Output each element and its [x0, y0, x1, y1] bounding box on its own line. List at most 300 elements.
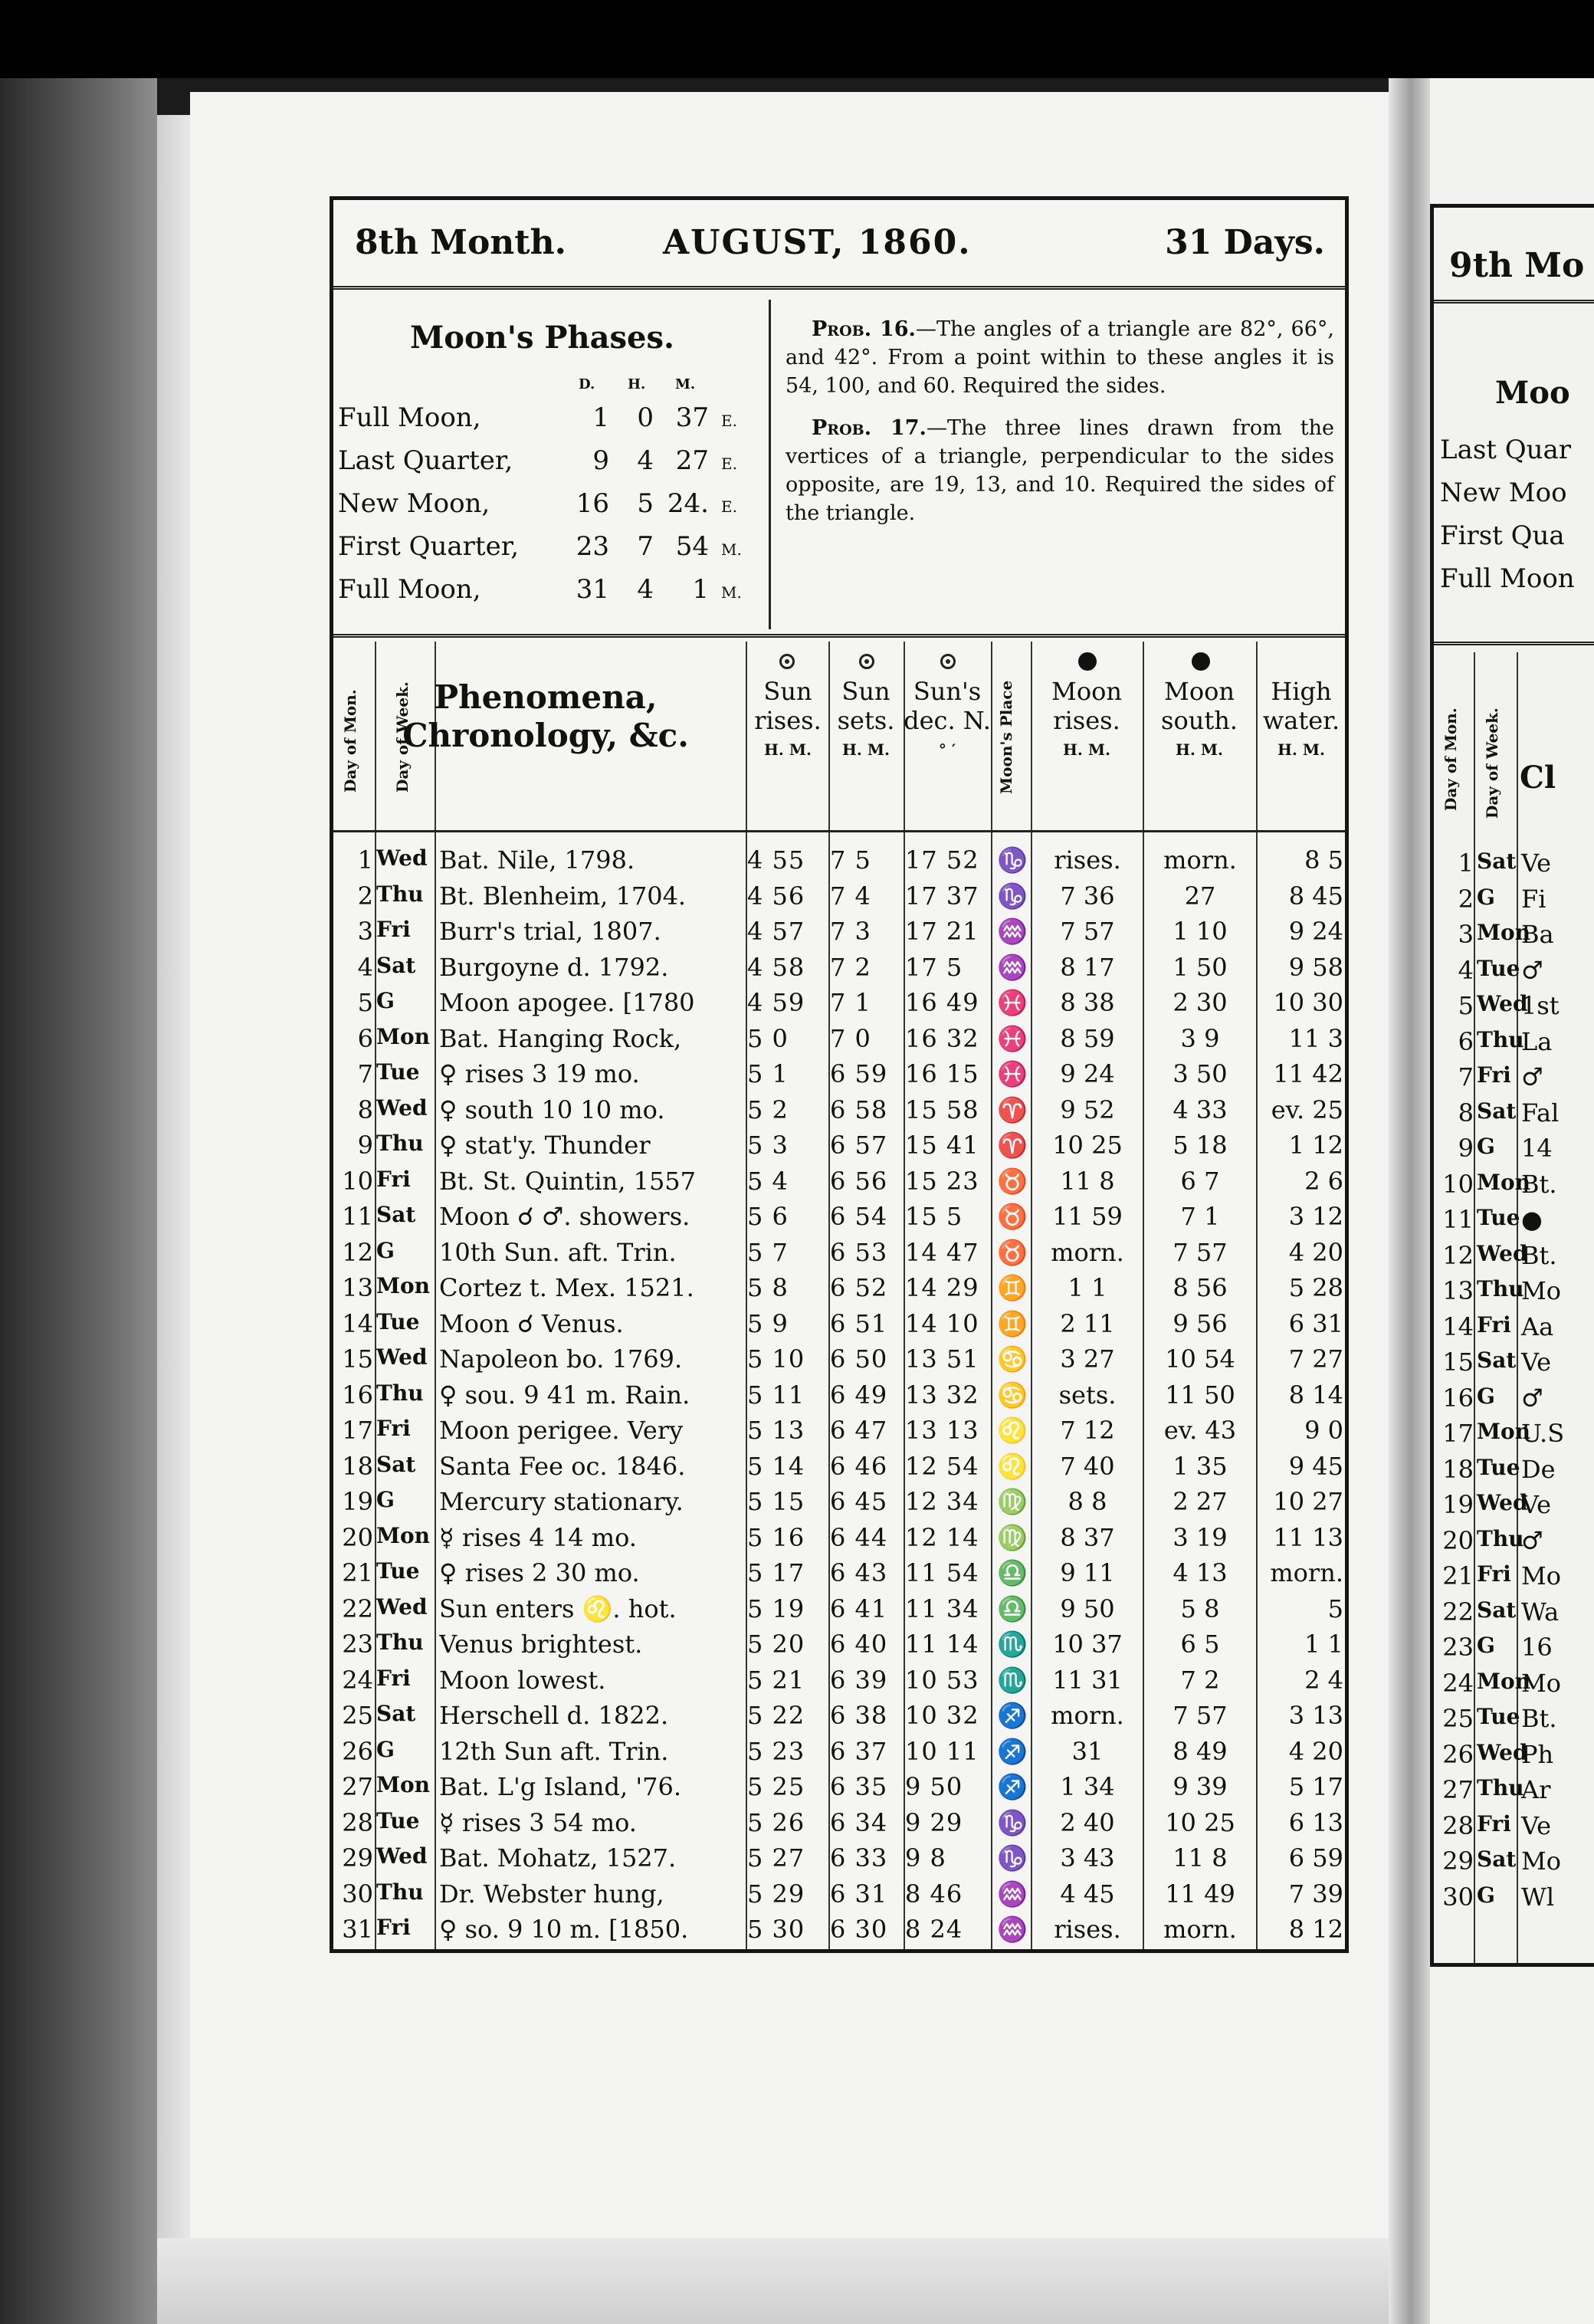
header-rule — [333, 286, 1345, 293]
next-page-cell-w: Fri — [1477, 1311, 1511, 1338]
sun-rises: 5 7 — [747, 1237, 789, 1267]
sun-declination: 15 23 — [905, 1166, 979, 1196]
moon-place-sign: ♉ — [997, 1237, 1028, 1267]
col-head-sun-rises-l1: Sun — [763, 677, 812, 706]
day-of-week: Thu — [376, 1380, 424, 1406]
sun-declination: 13 32 — [905, 1380, 979, 1410]
phenomena-text: ♀ so. 9 10 m. [1850. — [439, 1915, 689, 1944]
sun-declination: 12 34 — [905, 1487, 979, 1516]
moon-rises: 3 27 — [1060, 1344, 1115, 1374]
day-of-week: Wed — [376, 1843, 428, 1869]
next-page-cell-d: 12 — [1442, 1240, 1474, 1270]
next-page-table-rule — [1434, 642, 1594, 645]
sun-rises: 5 19 — [747, 1594, 805, 1623]
table-row — [333, 1520, 1345, 1560]
moon-place-sign: ♏ — [997, 1630, 1028, 1659]
high-water: 8 12 — [1288, 1915, 1343, 1944]
moon-south: 1 10 — [1173, 917, 1228, 946]
sun-declination: 8 46 — [905, 1879, 963, 1909]
moon-rises: morn. — [1051, 1701, 1124, 1730]
moon-place-sign: ♒ — [997, 1879, 1028, 1909]
next-page-cell-t: Mo — [1521, 1276, 1562, 1305]
sun-symbol-icon — [859, 654, 874, 669]
next-page-cell-d: 14 — [1442, 1311, 1474, 1341]
next-page-cell-w: Wed — [1477, 1739, 1528, 1765]
moon-place-sign: ♒ — [997, 917, 1028, 946]
sun-sets: 6 35 — [830, 1772, 888, 1801]
sun-rises: 5 2 — [747, 1095, 789, 1124]
col-head-moon-rises-l2: rises. — [1053, 706, 1120, 735]
next-page-cell-d: 1 — [1458, 849, 1474, 878]
day-of-week: G — [376, 1736, 395, 1762]
next-page-cell-t: Ve — [1521, 849, 1552, 878]
sun-declination: 8 24 — [905, 1915, 963, 1944]
next-page-row — [1434, 1309, 1594, 1349]
next-page-cell-w: Mon — [1477, 1668, 1531, 1694]
month-number-label: 8th Month. — [355, 223, 566, 262]
high-water: 3 12 — [1288, 1202, 1343, 1231]
moon-phase-ampm: E. — [721, 412, 737, 430]
sun-sets: 6 41 — [830, 1594, 888, 1623]
table-row — [333, 1840, 1345, 1880]
next-page-cell-t: ● — [1521, 1205, 1543, 1234]
moon-south: 8 56 — [1173, 1273, 1228, 1302]
moon-phase-d: 9 — [592, 445, 609, 476]
sun-sets: 6 43 — [830, 1558, 888, 1587]
next-page-row — [1434, 917, 1594, 957]
next-page-cell-t: Aa — [1521, 1311, 1554, 1341]
next-page-row — [1434, 1059, 1594, 1099]
next-page-row — [1434, 845, 1594, 885]
next-page-cell-w: Sat — [1477, 1098, 1517, 1124]
next-page-cell-t: Mo — [1521, 1846, 1562, 1876]
moon-rises: 8 37 — [1060, 1522, 1115, 1552]
moon-place-sign: ♐ — [997, 1772, 1028, 1801]
day-of-week: Mon — [376, 1023, 431, 1049]
moon-place-sign: ♐ — [997, 1701, 1028, 1730]
next-page-cell-d: 2 — [1458, 884, 1474, 914]
day-of-month: 28 — [342, 1807, 373, 1837]
phenomena-text: Venus brightest. — [439, 1630, 643, 1659]
sun-declination: 15 58 — [905, 1095, 979, 1124]
next-page-cell-w: Thu — [1477, 1276, 1524, 1302]
moon-phase-row — [338, 488, 767, 525]
problems-block — [786, 315, 1334, 541]
moon-rises: 7 40 — [1060, 1451, 1115, 1481]
phenomena-text: Burgoyne d. 1792. — [439, 952, 669, 982]
moon-rises: morn. — [1051, 1237, 1124, 1267]
next-page-cell-d: 19 — [1442, 1490, 1474, 1519]
moon-phase-ampm: E. — [721, 455, 737, 473]
sun-rises: 4 56 — [747, 881, 805, 911]
next-page-cell-d: 3 — [1458, 920, 1474, 949]
sun-rises: 5 14 — [747, 1451, 805, 1481]
moon-phase-row — [338, 531, 767, 568]
sun-declination: 10 11 — [905, 1736, 979, 1766]
col-head-sun-sets-units: H. M. — [842, 740, 890, 759]
next-page-cell-d: 28 — [1442, 1810, 1474, 1840]
next-page-col-day: Day of Mon. — [1441, 707, 1460, 812]
sun-sets: 7 0 — [830, 1023, 871, 1053]
sun-declination: 16 49 — [905, 988, 979, 1017]
day-of-month: 7 — [357, 1059, 373, 1088]
sun-sets: 6 39 — [830, 1665, 888, 1695]
sun-sets: 7 3 — [830, 917, 871, 946]
moon-phase-m: 54 — [675, 531, 709, 562]
next-page-cell-t: Ve — [1521, 1810, 1552, 1840]
sun-declination: 12 14 — [905, 1522, 979, 1552]
moon-rises: 1 34 — [1060, 1772, 1115, 1801]
sun-declination: 15 41 — [905, 1131, 979, 1160]
high-water: 7 39 — [1288, 1879, 1343, 1909]
next-page-cell-d: 4 — [1458, 955, 1474, 985]
moon-south: 11 50 — [1165, 1380, 1235, 1410]
next-page-cell-w: G — [1477, 1383, 1495, 1409]
moon-south: 11 49 — [1165, 1879, 1235, 1909]
next-page-cell-w: G — [1477, 1633, 1495, 1658]
moon-rises: 8 59 — [1060, 1023, 1115, 1053]
col-head-moon-rises — [1031, 677, 1143, 764]
moon-rises: 11 59 — [1052, 1202, 1123, 1231]
next-page-cell-t: 16 — [1521, 1633, 1553, 1662]
sun-rises: 5 23 — [747, 1736, 805, 1766]
next-page-cell-t: Ba — [1521, 920, 1554, 949]
day-of-month: 20 — [342, 1522, 373, 1552]
high-water: 9 0 — [1304, 1416, 1343, 1445]
moon-rises: rises. — [1054, 1915, 1121, 1944]
moon-symbol-icon — [1078, 652, 1097, 671]
sun-declination: 9 8 — [905, 1843, 946, 1873]
col-head-sun-sets — [828, 677, 904, 764]
next-page-row — [1434, 1843, 1594, 1883]
phenomena-text: Burr's trial, 1807. — [439, 917, 661, 946]
table-row — [333, 1449, 1345, 1489]
august-almanac-frame — [330, 196, 1349, 1953]
phenomena-text: Moon ☌ ♂. showers. — [439, 1202, 690, 1231]
sun-rises: 5 9 — [747, 1308, 789, 1338]
sun-rises: 5 3 — [747, 1131, 789, 1160]
col-head-high-water-units: H. M. — [1277, 740, 1325, 759]
day-of-month: 27 — [342, 1772, 373, 1801]
almanac-table — [333, 642, 1345, 1949]
col-head-sun-dec-units: ° ′ — [938, 740, 956, 759]
day-of-month: 14 — [342, 1308, 373, 1338]
day-of-week: Wed — [376, 1594, 428, 1620]
moon-south: 8 49 — [1173, 1736, 1228, 1766]
day-of-month: 30 — [342, 1879, 373, 1909]
moon-phase-d: 1 — [592, 402, 609, 433]
sun-sets: 6 52 — [830, 1273, 888, 1302]
next-page-phase-label: Full Moon — [1440, 563, 1575, 594]
moon-phase-name: Full Moon, — [338, 402, 481, 433]
table-row — [333, 1164, 1345, 1203]
phenomena-text: Moon ☌ Venus. — [439, 1308, 624, 1338]
next-page-cell-w: Thu — [1477, 1525, 1524, 1551]
next-page-cell-w: Sat — [1477, 1846, 1517, 1872]
phase-col-h: H. — [628, 376, 646, 392]
sun-sets: 6 49 — [830, 1380, 888, 1410]
col-head-moons-place: Moon's Place — [997, 680, 1015, 795]
moon-phase-d: 16 — [576, 488, 609, 519]
high-water: morn. — [1270, 1558, 1343, 1587]
next-page-phase-label: New Moo — [1440, 478, 1567, 508]
moon-phase-row — [338, 445, 767, 482]
next-page-row — [1434, 1024, 1594, 1064]
next-page-cell-t: Bt. — [1521, 1704, 1557, 1733]
sun-sets: 6 34 — [830, 1807, 888, 1837]
day-of-week: Tue — [376, 1308, 420, 1334]
col-head-sun-rises — [747, 677, 828, 764]
table-row — [333, 1698, 1345, 1738]
day-of-month: 25 — [342, 1701, 373, 1730]
high-water: 6 13 — [1288, 1807, 1343, 1837]
moon-rises: 7 12 — [1060, 1416, 1115, 1445]
moon-phases-column-heads — [333, 376, 769, 399]
col-head-high-water-l2: water. — [1262, 706, 1340, 735]
day-of-week: Fri — [376, 1915, 411, 1940]
phenomena-text: ☿ rises 4 14 mo. — [439, 1522, 637, 1552]
sun-sets: 6 53 — [830, 1237, 888, 1267]
day-of-month: 2 — [357, 881, 373, 911]
moon-phase-name: Full Moon, — [338, 574, 481, 605]
sun-sets: 6 45 — [830, 1487, 888, 1516]
day-of-month: 1 — [357, 845, 373, 875]
high-water: 5 17 — [1288, 1772, 1343, 1801]
phenomena-text: Herschell d. 1822. — [439, 1701, 669, 1730]
sun-rises: 5 15 — [747, 1487, 805, 1516]
moon-phase-row — [338, 402, 767, 439]
sun-sets: 6 58 — [830, 1095, 888, 1124]
day-of-month: 22 — [342, 1594, 373, 1623]
phenomena-text: Dr. Webster hung, — [439, 1879, 664, 1909]
moon-rises: 9 11 — [1060, 1558, 1115, 1587]
sun-rises: 5 8 — [747, 1273, 789, 1302]
moon-place-sign: ♓ — [997, 1059, 1028, 1088]
high-water: 10 30 — [1273, 988, 1343, 1017]
moon-place-sign: ♓ — [997, 1023, 1028, 1053]
moon-south: 7 1 — [1180, 1202, 1220, 1231]
table-row — [333, 1413, 1345, 1452]
sun-declination: 17 21 — [905, 917, 979, 946]
sun-sets: 6 59 — [830, 1059, 888, 1088]
table-row — [333, 1805, 1345, 1845]
sun-declination: 10 53 — [905, 1665, 979, 1695]
day-of-week: Sat — [376, 1451, 416, 1477]
high-water: 9 58 — [1288, 952, 1343, 982]
sun-sets: 6 37 — [830, 1736, 888, 1766]
sun-sets: 7 4 — [830, 881, 871, 911]
sun-sets: 6 57 — [830, 1131, 888, 1160]
moon-phases-block — [333, 300, 771, 629]
moon-place-sign: ♎ — [997, 1594, 1028, 1623]
next-page-cell-w: Fri — [1477, 1062, 1511, 1088]
high-water: 11 13 — [1273, 1522, 1343, 1552]
phenomena-text: Sun enters ♌. hot. — [439, 1594, 677, 1623]
sun-rises: 5 10 — [747, 1344, 805, 1374]
sun-symbol-icon — [940, 654, 956, 669]
next-page-cell-w: G — [1477, 1882, 1495, 1908]
table-row — [333, 1734, 1345, 1774]
high-water: 7 27 — [1288, 1344, 1343, 1374]
sun-declination: 17 37 — [905, 881, 979, 911]
high-water: 11 3 — [1288, 1023, 1343, 1053]
next-page-cell-w: Thu — [1477, 1026, 1524, 1052]
next-page-cell-d: 25 — [1442, 1704, 1474, 1733]
day-of-week: Tue — [376, 1558, 420, 1584]
day-of-month: 9 — [357, 1131, 373, 1160]
sun-rises: 4 59 — [747, 988, 805, 1017]
moon-place-sign: ♎ — [997, 1558, 1028, 1587]
next-page-cell-w: Fri — [1477, 1561, 1511, 1587]
day-of-week: Fri — [376, 1416, 411, 1441]
moon-south: 7 57 — [1173, 1237, 1228, 1267]
phenomena-text: Mercury stationary. — [439, 1487, 684, 1516]
col-head-high-water-l1: High — [1271, 677, 1332, 706]
moon-phase-m: 37 — [675, 402, 709, 433]
day-of-month: 19 — [342, 1487, 373, 1516]
moon-symbol-icon — [1192, 652, 1210, 671]
moon-place-sign: ♍ — [997, 1487, 1028, 1516]
next-page-cell-d: 18 — [1442, 1454, 1474, 1484]
day-of-month: 31 — [342, 1915, 373, 1944]
next-page-cell-w: Fri — [1477, 1810, 1511, 1837]
sun-rises: 4 55 — [747, 845, 805, 875]
book-cover-edge — [0, 78, 157, 2324]
next-page-row — [1434, 1095, 1594, 1135]
phase-col-m: M. — [675, 376, 696, 392]
day-of-week: Tue — [376, 1059, 420, 1085]
table-row — [333, 1128, 1345, 1167]
next-page-cell-d: 16 — [1442, 1383, 1474, 1413]
moon-place-sign: ♑ — [997, 1843, 1028, 1873]
next-page-cell-t: La — [1521, 1026, 1553, 1056]
sun-sets: 6 51 — [830, 1308, 888, 1338]
next-page-cell-t: ♂ — [1521, 1062, 1543, 1091]
high-water: 6 31 — [1288, 1308, 1343, 1338]
next-page-row — [1434, 1666, 1594, 1705]
table-row — [333, 1484, 1345, 1524]
table-row — [333, 1769, 1345, 1809]
next-page-col-head: Cl — [1520, 760, 1556, 796]
moon-south: 11 8 — [1173, 1843, 1228, 1873]
moon-south: ev. 43 — [1163, 1416, 1237, 1445]
high-water: 8 45 — [1288, 881, 1343, 911]
sun-sets: 6 40 — [830, 1630, 888, 1659]
high-water: 2 6 — [1304, 1166, 1343, 1196]
moon-south: 27 — [1184, 881, 1216, 911]
sun-declination: 13 13 — [905, 1416, 979, 1445]
day-of-month: 8 — [357, 1095, 373, 1124]
moon-place-sign: ♉ — [997, 1202, 1028, 1231]
phenomena-text: Moon apogee. [1780 — [439, 988, 695, 1017]
day-of-month: 13 — [342, 1273, 373, 1302]
next-page-title: 9th Mo — [1449, 246, 1585, 285]
next-page-cell-w: G — [1477, 1134, 1495, 1159]
phenomena-text: Bat. Hanging Rock, — [439, 1023, 682, 1053]
col-head-sun-sets-l1: Sun — [841, 677, 890, 706]
moon-rises: 11 8 — [1060, 1166, 1115, 1196]
next-page-cell-t: ♂ — [1521, 1525, 1543, 1555]
table-row — [333, 1912, 1345, 1951]
moon-phase-name: First Quarter, — [338, 531, 520, 562]
next-page-cell-t: Mo — [1521, 1668, 1562, 1698]
sun-declination: 10 32 — [905, 1701, 979, 1730]
moon-phase-h: 5 — [637, 488, 654, 519]
table-top-rule — [333, 634, 1345, 641]
sun-rises: 5 11 — [747, 1380, 805, 1410]
sun-declination: 12 54 — [905, 1451, 979, 1481]
col-head-moon-south — [1143, 677, 1256, 764]
next-page-row — [1434, 1523, 1594, 1563]
day-of-week: Tue — [376, 1807, 420, 1833]
moon-south: 7 2 — [1180, 1665, 1220, 1695]
next-page-row — [1434, 1452, 1594, 1492]
moon-place-sign: ♒ — [997, 1915, 1028, 1944]
moon-south: 2 30 — [1173, 988, 1228, 1017]
phenomena-text: ♀ south 10 10 mo. — [439, 1095, 665, 1124]
next-page-row — [1434, 1879, 1594, 1919]
moon-south: 10 25 — [1165, 1807, 1235, 1837]
next-page-cell-d: 23 — [1442, 1633, 1474, 1662]
next-page-row — [1434, 1238, 1594, 1278]
sun-rises: 5 17 — [747, 1558, 805, 1587]
day-of-week: Mon — [376, 1772, 431, 1797]
next-page-cell-t: Ar — [1521, 1775, 1551, 1804]
scan-top-band — [0, 0, 1594, 78]
problem-17: Prob. 17.—The three lines drawn from the vertices of a triangle, perpendicular to the sides opposite, are 19, 13, and 10. Required the sides of the triangle. — [786, 416, 1334, 525]
next-page-row — [1434, 1344, 1594, 1384]
col-head-sun-sets-l2: sets. — [837, 706, 895, 735]
phase-col-d: D. — [579, 376, 595, 392]
moon-place-sign: ♍ — [997, 1522, 1028, 1552]
phenomena-text: Napoleon bo. 1769. — [439, 1344, 683, 1374]
sun-sets: 6 50 — [830, 1344, 888, 1374]
day-of-month: 23 — [342, 1630, 373, 1659]
phenomena-text: Cortez t. Mex. 1521. — [439, 1273, 694, 1302]
next-page-cell-w: Wed — [1477, 1490, 1528, 1515]
next-page-cell-d: 27 — [1442, 1775, 1474, 1804]
sun-sets: 6 56 — [830, 1166, 888, 1196]
moon-phase-h: 7 — [637, 531, 654, 562]
moon-rises: 8 8 — [1068, 1487, 1107, 1516]
table-row — [333, 1555, 1345, 1595]
moon-phase-m: 1 — [692, 574, 709, 605]
next-page-cell-d: 8 — [1458, 1098, 1474, 1128]
table-row — [333, 1591, 1345, 1631]
book-gutter — [1389, 78, 1433, 2324]
moon-rises: 1 1 — [1068, 1273, 1107, 1302]
next-page-cell-w: Tue — [1477, 1704, 1520, 1729]
page-bottom-margin — [157, 2238, 1399, 2324]
col-head-phenomena-line1: Phenomena, — [434, 678, 658, 716]
next-page-cell-w: Sat — [1477, 1597, 1517, 1623]
high-water: 8 5 — [1304, 845, 1343, 875]
next-page-cell-w: Thu — [1477, 1775, 1524, 1800]
sun-sets: 6 47 — [830, 1416, 888, 1445]
table-row — [333, 914, 1345, 954]
col-head-day-of-week: Day of Week. — [393, 681, 412, 793]
moon-phase-name: Last Quarter, — [338, 445, 513, 476]
sun-declination: 9 50 — [905, 1772, 963, 1801]
phenomena-text: Bat. Nile, 1798. — [439, 845, 635, 875]
moon-place-sign: ♏ — [997, 1665, 1028, 1695]
days-count-label: 31 Days. — [1165, 223, 1325, 262]
next-page-cell-d: 17 — [1442, 1419, 1474, 1448]
day-of-week: G — [376, 1237, 395, 1263]
table-row — [333, 1092, 1345, 1132]
high-water: 4 20 — [1288, 1736, 1343, 1766]
sun-declination: 17 5 — [905, 952, 963, 982]
